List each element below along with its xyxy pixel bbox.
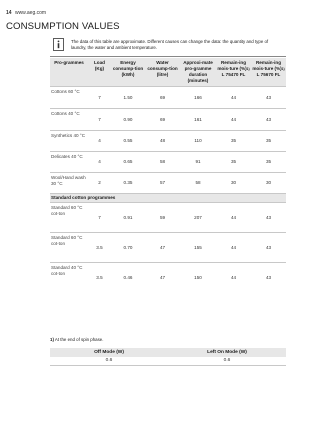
programme-cell: Synthetics 40 °C <box>50 131 88 152</box>
value-cell: 43 <box>251 109 286 131</box>
value-cell: 0.65 <box>111 152 145 173</box>
value-cell: 0.46 <box>111 263 145 293</box>
consumption-table <box>50 58 286 293</box>
value-cell: 4 <box>88 152 111 173</box>
value-cell: 57 <box>145 173 180 194</box>
info-icon <box>53 38 64 51</box>
value-cell: 47 <box>145 263 180 293</box>
page-header <box>6 10 46 16</box>
col-header-duration <box>180 58 216 87</box>
table-row <box>50 233 286 263</box>
value-cell: 35 <box>251 152 286 173</box>
col-header-moisture-l75670 <box>251 58 286 87</box>
standard-table-body <box>50 203 286 293</box>
col-header-water-text: Water consump-tion (litre) <box>147 60 178 77</box>
programme-cell: Standard 60 °C cot-ton <box>50 203 88 233</box>
value-cell: 3.5 <box>88 263 111 293</box>
col-header-moisture-l75670-text: Remain-ing mois-ture (%)$^{1)}$ L 75670 FL <box>252 60 285 77</box>
table-row <box>50 263 286 293</box>
table-row <box>50 109 286 131</box>
programme-cell: Delicates 40 °C <box>50 152 88 173</box>
mode-header-row <box>50 348 286 357</box>
value-cell: 166 <box>180 87 216 109</box>
left-on-mode-value: 0.6 <box>168 357 286 365</box>
value-cell: 0.70 <box>111 233 145 263</box>
value-cell: 150 <box>180 263 216 293</box>
col-header-moisture-l75470-text: Remain-ing mois-ture (%)$^{1)}$ L 75470 FL <box>217 60 250 77</box>
value-cell: 48 <box>145 131 180 152</box>
value-cell: 0.91 <box>111 203 145 233</box>
value-cell: 47 <box>145 233 180 263</box>
value-cell: 2 <box>88 173 111 194</box>
table-row <box>50 152 286 173</box>
programme-cell: Cottons 60 °C <box>50 87 88 109</box>
value-cell: 0.35 <box>111 173 145 194</box>
value-cell: 3.5 <box>88 233 111 263</box>
col-header-energy <box>111 58 145 87</box>
table-body <box>50 87 286 194</box>
value-cell: 1.50 <box>111 87 145 109</box>
info-note <box>50 38 286 56</box>
table-header-row <box>50 58 286 87</box>
value-cell: 58 <box>145 152 180 173</box>
value-cell: 35 <box>216 131 251 152</box>
col-header-programmes-text: Pro-grammes <box>54 60 84 65</box>
value-cell: 44 <box>216 203 251 233</box>
value-cell: 91 <box>180 152 216 173</box>
section-row <box>50 194 286 203</box>
value-cell: 59 <box>145 203 180 233</box>
col-header-load <box>88 58 111 87</box>
value-cell: 110 <box>180 131 216 152</box>
table-row <box>50 173 286 194</box>
col-header-load-text: Load (Kg) <box>94 60 105 71</box>
value-cell: 0.55 <box>111 131 145 152</box>
off-mode-value: 0.6 <box>50 357 168 365</box>
col-header-moisture-l75470 <box>216 58 251 87</box>
col-header-programmes <box>50 58 88 87</box>
value-cell: 43 <box>251 87 286 109</box>
value-cell: 43 <box>251 263 286 293</box>
mode-value-row <box>50 357 286 365</box>
table-row <box>50 203 286 233</box>
value-cell: 0.90 <box>111 109 145 131</box>
programme-cell: Cottons 40 °C <box>50 109 88 131</box>
value-cell: 7 <box>88 87 111 109</box>
value-cell: 161 <box>180 109 216 131</box>
col-header-water <box>145 58 180 87</box>
section-title: Standard cotton programmes <box>50 194 286 203</box>
value-cell: 43 <box>251 233 286 263</box>
programme-cell: Standard 60 °C cot-ton <box>50 233 88 263</box>
info-note-text: The data of this table are approximate. Different causes can change the data: the quantity and type of laundry, the water and ambient temperature. <box>71 39 269 51</box>
off-mode-header: Off Mode (W) <box>50 348 168 357</box>
value-cell: 43 <box>251 203 286 233</box>
value-cell: 44 <box>216 233 251 263</box>
table-row <box>50 131 286 152</box>
footnote <box>50 337 103 342</box>
value-cell: 44 <box>216 87 251 109</box>
value-cell: 30 <box>216 173 251 194</box>
page-title: CONSUMPTION VALUES <box>6 21 120 32</box>
value-cell: 4 <box>88 131 111 152</box>
value-cell: 44 <box>216 263 251 293</box>
value-cell: 30 <box>251 173 286 194</box>
value-cell: 69 <box>145 109 180 131</box>
col-header-energy-text: Energy consump-tion (kWh) <box>112 60 144 77</box>
programme-cell: Wool/Hand wash 30 °C <box>50 173 88 194</box>
value-cell: 35 <box>216 152 251 173</box>
divider <box>50 56 286 57</box>
table-row <box>50 87 286 109</box>
value-cell: 7 <box>88 203 111 233</box>
value-cell: 35 <box>251 131 286 152</box>
value-cell: 44 <box>216 109 251 131</box>
value-cell: 58 <box>180 173 216 194</box>
value-cell: 207 <box>180 203 216 233</box>
footnote-mark: 1) <box>50 337 54 342</box>
power-mode-table <box>50 348 286 366</box>
left-on-mode-header: Left On Mode (W) <box>168 348 286 357</box>
value-cell: 155 <box>180 233 216 263</box>
page-number: 14 <box>6 10 12 16</box>
footnote-text: At the end of spin phase. <box>54 337 104 342</box>
value-cell: 7 <box>88 109 111 131</box>
site-url: www.aeg.com <box>14 10 47 16</box>
value-cell: 69 <box>145 87 180 109</box>
programme-cell: Standard 40 °C cot-ton <box>50 263 88 293</box>
col-header-duration-text: Approxi-mate pro-gramme duration (minutes) <box>183 60 213 83</box>
